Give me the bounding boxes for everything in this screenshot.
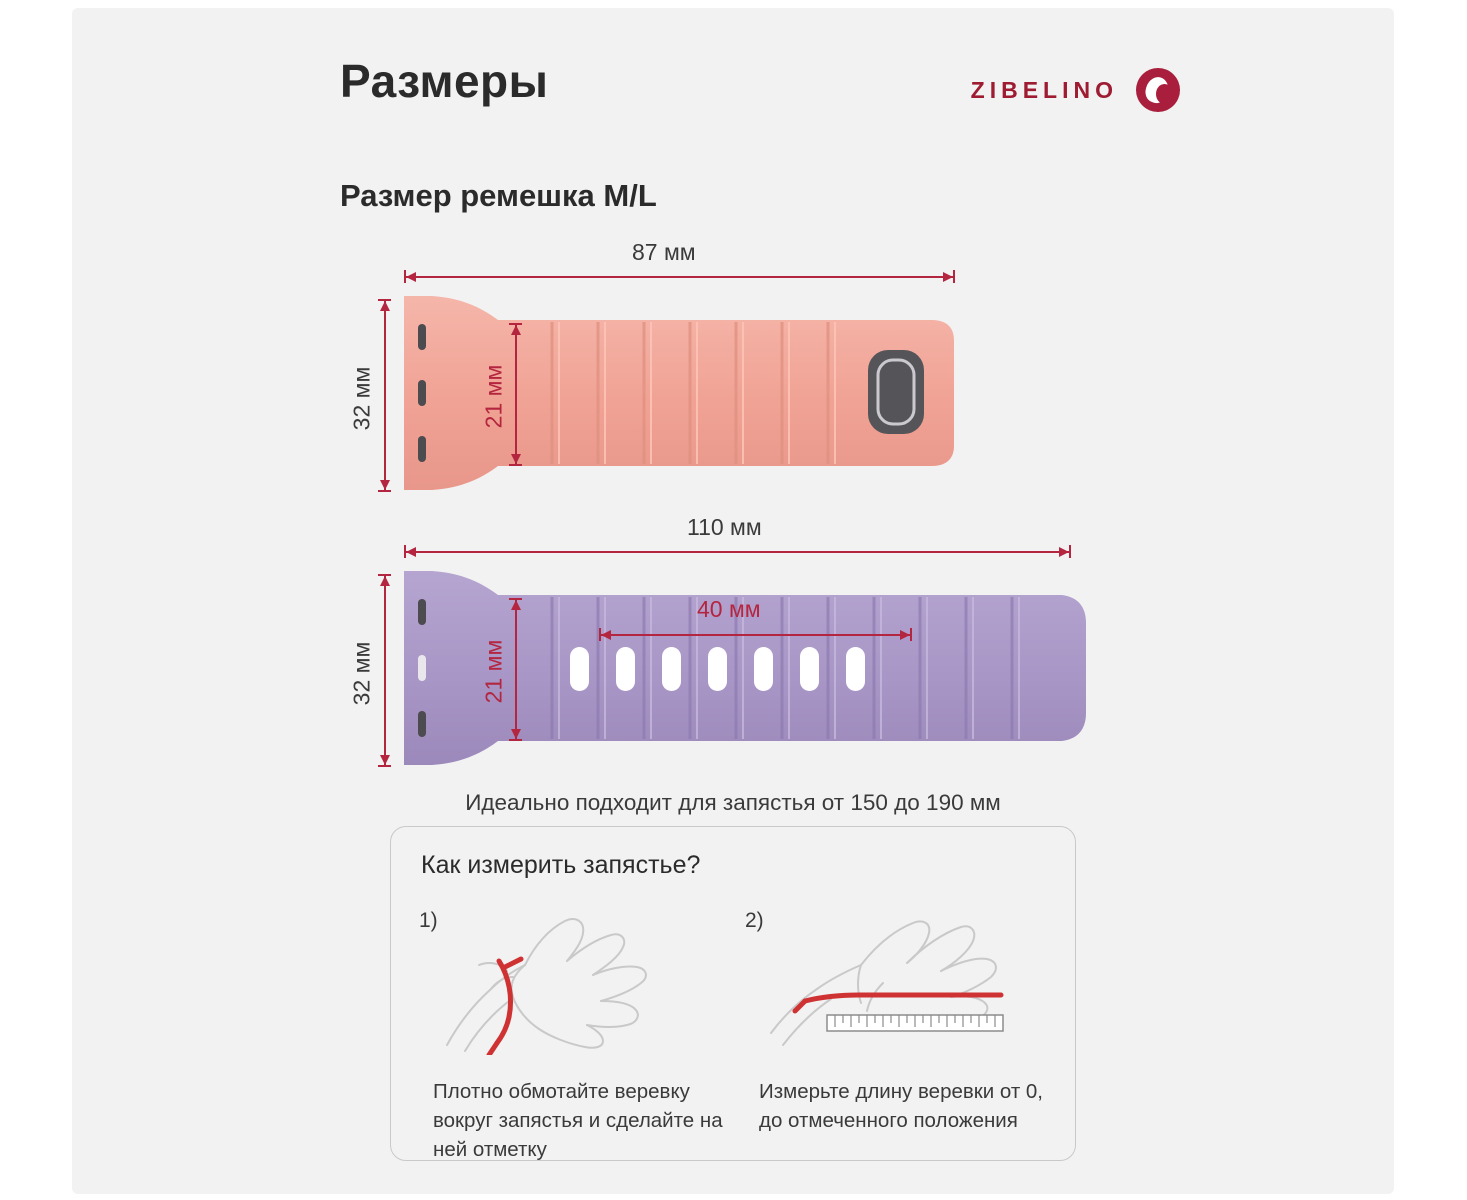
- purple-holes-arrow-right: [900, 630, 910, 640]
- purple-height-tick-bottom: [378, 765, 391, 767]
- purple-height-arrow-top: [380, 576, 390, 586]
- howto-title: Как измерить запястье?: [421, 851, 701, 879]
- purple-band-arrow-top: [511, 600, 521, 610]
- hand-with-string-illustration: [439, 905, 729, 1055]
- purple-height-arrow-bottom: [380, 755, 390, 765]
- purple-holes-tick-right: [910, 628, 912, 641]
- purple-holes-label: 40 мм: [697, 596, 761, 622]
- purple-holes-arrow-left: [601, 630, 611, 640]
- purple-band-arrow-bottom: [511, 729, 521, 739]
- pink-band-width-label: 21 мм: [480, 364, 507, 429]
- pink-length-tick-right: [953, 270, 955, 283]
- brand-name: ZIBELINO: [970, 76, 1118, 103]
- brand-mark-icon: [1136, 68, 1180, 112]
- step-1-number: 1): [419, 909, 438, 932]
- hand-measuring-string-illustration: [765, 905, 1055, 1055]
- purple-length-arrow-right: [1059, 547, 1069, 557]
- step-1-text: Плотно обмотайте веревку вокруг запястья и сделайте на ней отметку: [433, 1080, 723, 1161]
- pink-length-arrow-left: [406, 272, 416, 282]
- pink-height-arrow-top: [380, 301, 390, 311]
- purple-band-tick-bottom: [509, 739, 522, 741]
- pink-length-arrow-right: [943, 272, 953, 282]
- pink-band-arrow-bottom: [511, 454, 521, 464]
- pink-band-width-line: [515, 323, 517, 465]
- strap-pink-diagram: [72, 233, 1394, 493]
- pink-length-line: [404, 276, 954, 278]
- infographic-page: [72, 8, 1394, 1194]
- pink-height-line: [384, 299, 386, 491]
- pink-length-label: 87 мм: [632, 239, 696, 265]
- header: [72, 8, 1394, 148]
- pink-height-arrow-bottom: [380, 480, 390, 490]
- purple-length-label: 110 мм: [687, 514, 762, 540]
- section-subtitle: Размер ремешка M/L: [340, 178, 657, 213]
- purple-band-width-line: [515, 598, 517, 740]
- purple-length-line: [404, 551, 1070, 553]
- purple-band-width-label: 21 мм: [480, 639, 507, 704]
- strap-purple-diagram: [72, 508, 1394, 768]
- pink-strap-art: [402, 288, 1122, 538]
- pink-height-tick-bottom: [378, 490, 391, 492]
- pink-band-arrow-top: [511, 325, 521, 335]
- fit-note: Идеально подходит для запястья от 150 до 190 мм: [465, 790, 1001, 815]
- step-2-text: Измерьте длину веревки от 0, до отмеченного положения: [759, 1080, 1044, 1132]
- howto-box: [390, 826, 1076, 1161]
- purple-holes-line: [599, 634, 911, 636]
- purple-length-arrow-left: [406, 547, 416, 557]
- pink-height-label: 32 мм: [348, 366, 375, 431]
- pink-band-tick-bottom: [509, 464, 522, 466]
- purple-length-tick-right: [1069, 545, 1071, 558]
- page-title: Размеры: [340, 55, 549, 107]
- brand-logo: [971, 68, 1180, 112]
- purple-height-line: [384, 574, 386, 766]
- purple-height-label: 32 мм: [348, 641, 375, 706]
- step-2-number: 2): [745, 909, 764, 932]
